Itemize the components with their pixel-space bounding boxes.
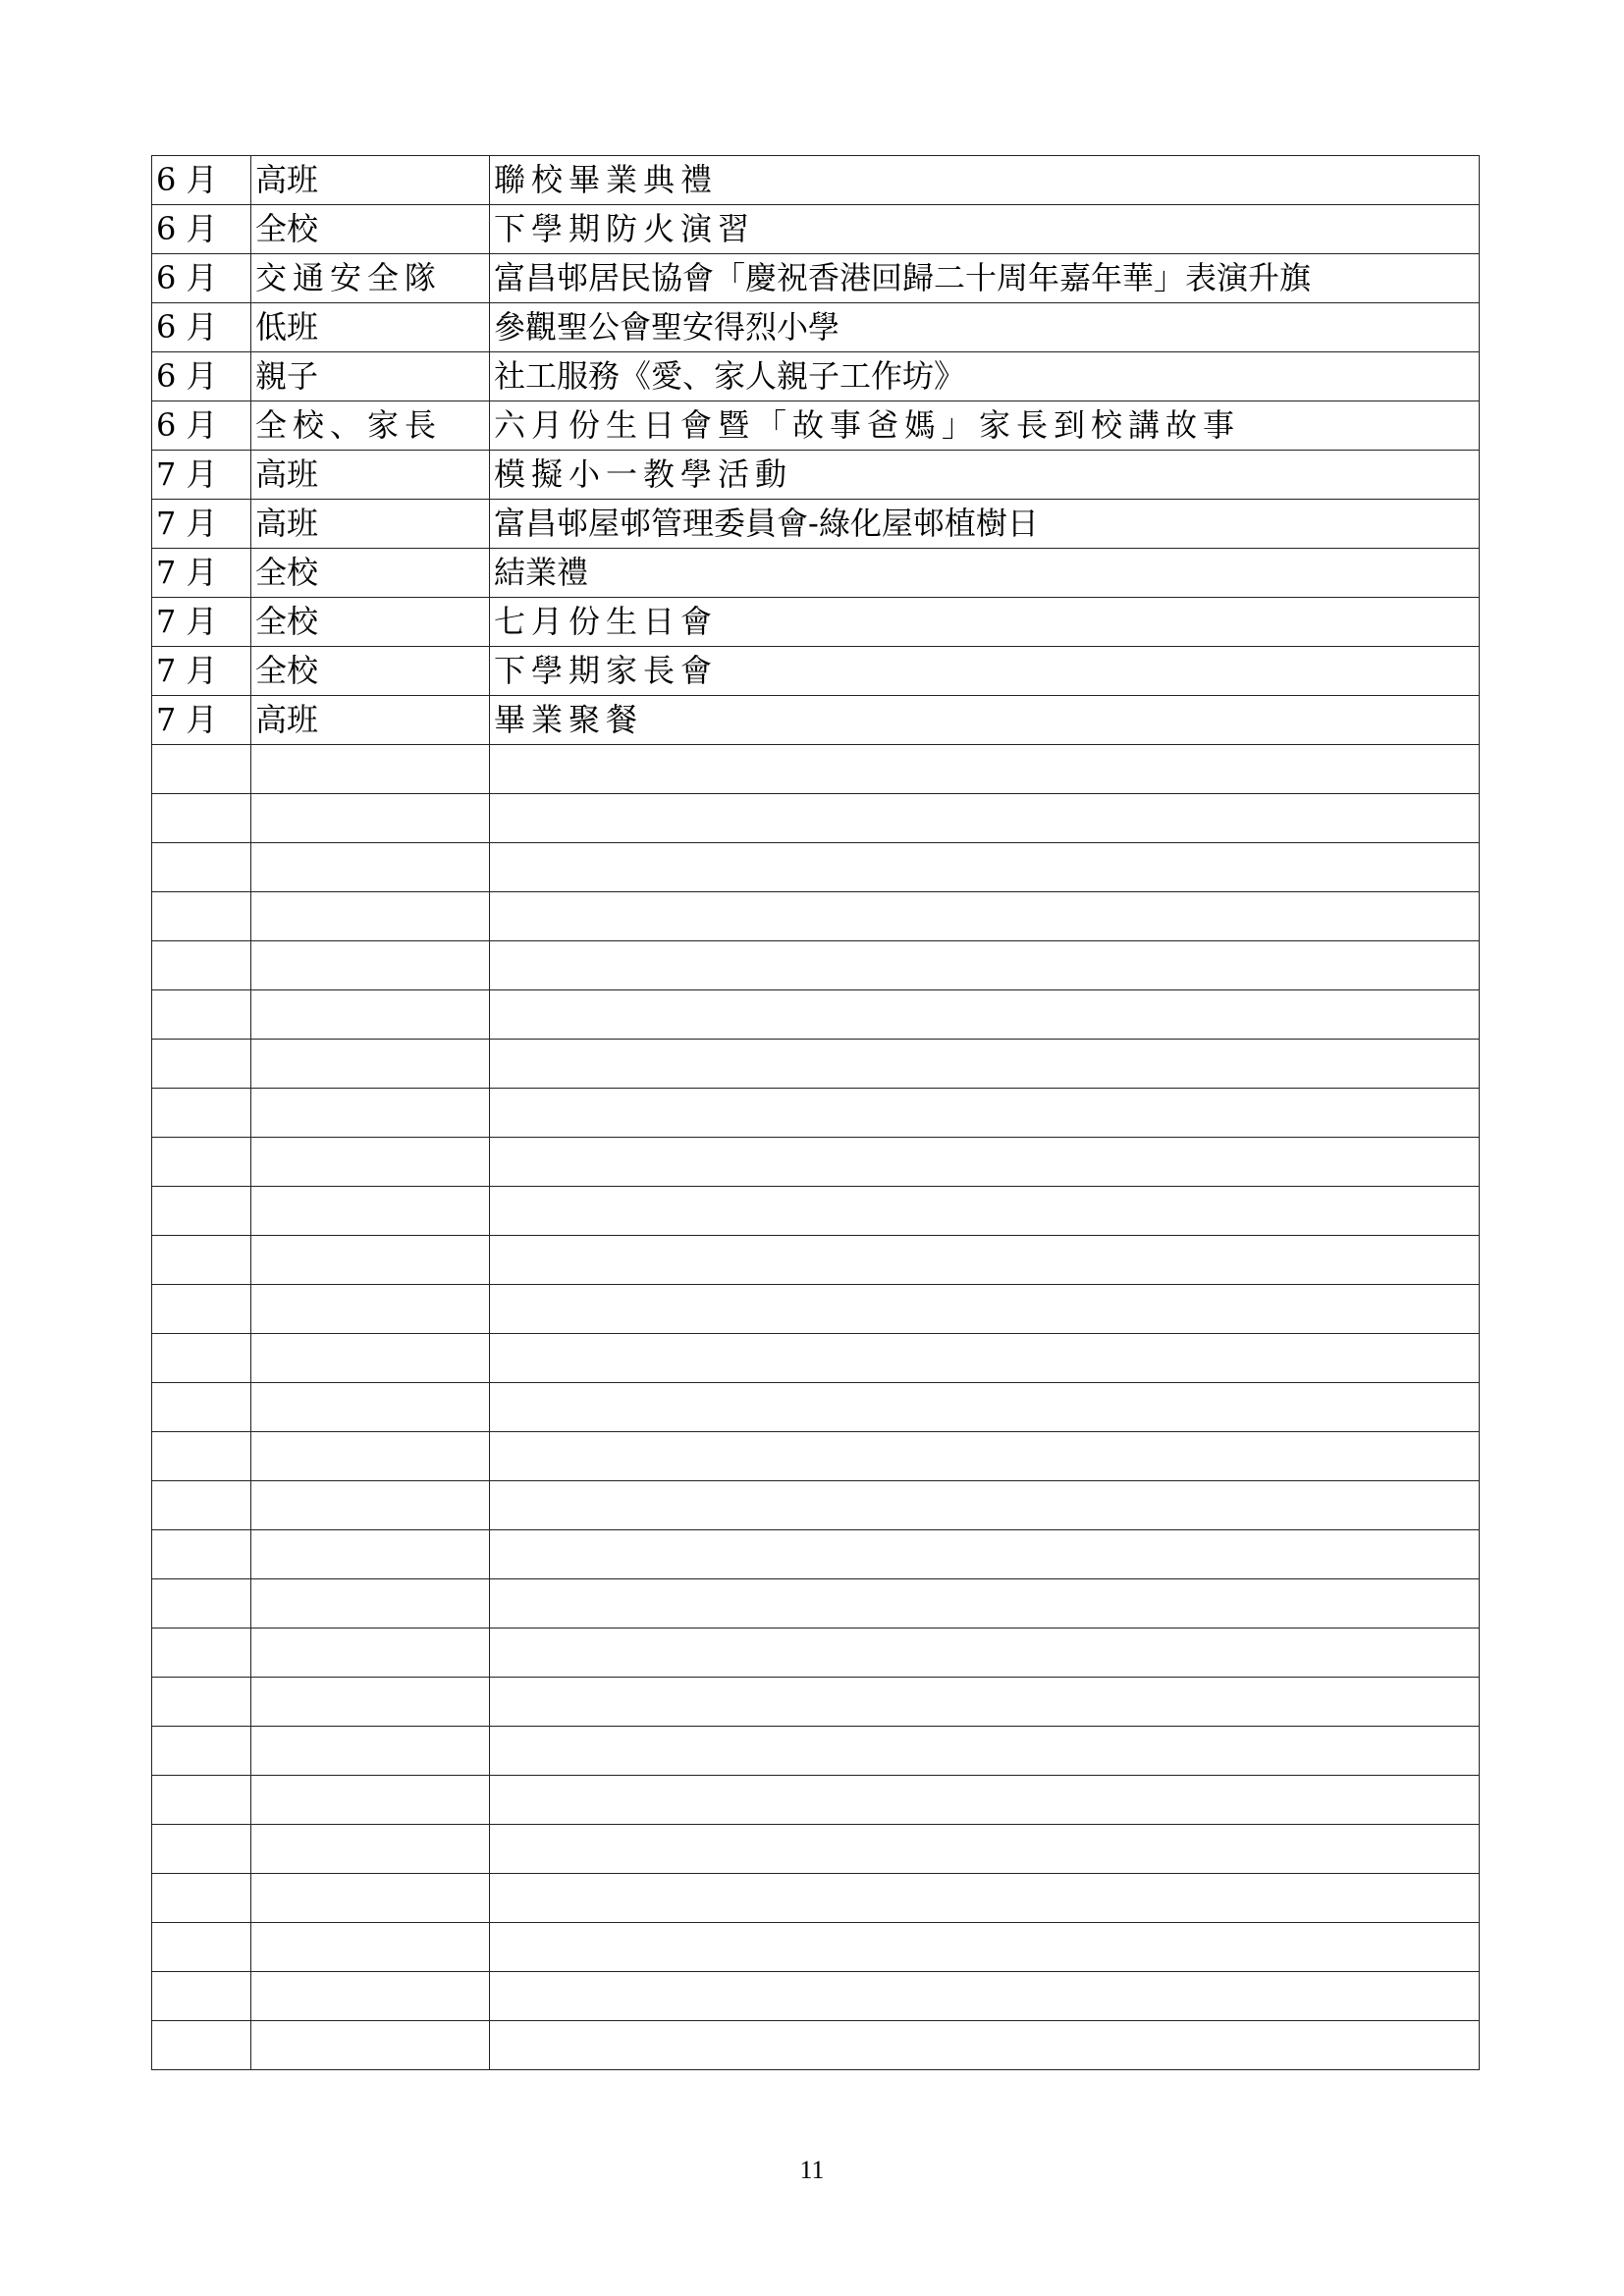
month-cell: 6 月 <box>152 401 251 451</box>
month-cell <box>152 2021 251 2070</box>
month-cell <box>152 1236 251 1285</box>
month-cell <box>152 794 251 843</box>
month-cell <box>152 1727 251 1776</box>
group-cell: 全校 <box>251 205 490 254</box>
event-cell <box>490 745 1480 794</box>
page-number: 11 <box>799 2156 825 2184</box>
group-cell: 高班 <box>251 696 490 745</box>
month-cell: 6 月 <box>152 205 251 254</box>
month-cell <box>152 892 251 941</box>
empty-table-row <box>152 794 1480 843</box>
empty-table-row <box>152 1629 1480 1678</box>
event-cell <box>490 1727 1480 1776</box>
event-cell <box>490 990 1480 1040</box>
event-cell <box>490 1040 1480 1089</box>
empty-table-row <box>152 1972 1480 2021</box>
event-cell: 六月份生日會暨「故事爸媽」家長到校講故事 <box>490 401 1480 451</box>
empty-table-row <box>152 1530 1480 1579</box>
event-cell: 下學期防火演習 <box>490 205 1480 254</box>
empty-table-row <box>152 745 1480 794</box>
group-cell <box>251 1481 490 1530</box>
event-cell <box>490 1481 1480 1530</box>
table-row <box>152 352 1480 401</box>
group-cell <box>251 1236 490 1285</box>
month-cell <box>152 1383 251 1432</box>
group-cell: 高班 <box>251 500 490 549</box>
empty-table-row <box>152 1285 1480 1334</box>
month-cell <box>152 843 251 892</box>
group-cell <box>251 1776 490 1825</box>
group-cell <box>251 1825 490 1874</box>
event-cell <box>490 941 1480 990</box>
group-cell: 親子 <box>251 352 490 401</box>
event-cell <box>490 1285 1480 1334</box>
event-cell <box>490 2021 1480 2070</box>
empty-table-row <box>152 1334 1480 1383</box>
event-cell <box>490 1432 1480 1481</box>
event-cell: 畢業聚餐 <box>490 696 1480 745</box>
group-cell <box>251 892 490 941</box>
group-cell <box>251 1040 490 1089</box>
event-cell <box>490 1776 1480 1825</box>
month-cell <box>152 1138 251 1187</box>
event-cell <box>490 794 1480 843</box>
event-cell <box>490 1579 1480 1629</box>
event-cell <box>490 1187 1480 1236</box>
month-cell <box>152 1040 251 1089</box>
event-cell <box>490 1383 1480 1432</box>
group-cell <box>251 1285 490 1334</box>
month-cell <box>152 1481 251 1530</box>
event-cell <box>490 1530 1480 1579</box>
group-cell: 高班 <box>251 156 490 205</box>
month-cell: 6 月 <box>152 156 251 205</box>
month-cell <box>152 1972 251 2021</box>
event-cell <box>490 843 1480 892</box>
group-cell: 高班 <box>251 451 490 500</box>
month-cell: 7 月 <box>152 451 251 500</box>
empty-table-row <box>152 1187 1480 1236</box>
group-cell <box>251 1923 490 1972</box>
event-cell: 七月份生日會 <box>490 598 1480 647</box>
month-cell: 7 月 <box>152 598 251 647</box>
group-cell: 全校 <box>251 598 490 647</box>
group-cell <box>251 1972 490 2021</box>
event-cell: 模擬小一教學活動 <box>490 451 1480 500</box>
group-cell <box>251 941 490 990</box>
table-row <box>152 647 1480 696</box>
event-cell: 社工服務《愛、家人親子工作坊》 <box>490 352 1480 401</box>
table-row <box>152 254 1480 303</box>
group-cell <box>251 1187 490 1236</box>
month-cell <box>152 1874 251 1923</box>
month-cell <box>152 745 251 794</box>
month-cell <box>152 1432 251 1481</box>
group-cell <box>251 745 490 794</box>
month-cell: 7 月 <box>152 500 251 549</box>
event-cell <box>490 1874 1480 1923</box>
month-cell: 6 月 <box>152 352 251 401</box>
event-cell: 富昌邨屋邨管理委員會-綠化屋邨植樹日 <box>490 500 1480 549</box>
empty-table-row <box>152 1727 1480 1776</box>
group-cell <box>251 1874 490 1923</box>
empty-table-row <box>152 1678 1480 1727</box>
event-cell <box>490 1825 1480 1874</box>
group-cell <box>251 1530 490 1579</box>
event-cell <box>490 1923 1480 1972</box>
empty-table-row <box>152 2021 1480 2070</box>
table-row <box>152 500 1480 549</box>
event-cell <box>490 1089 1480 1138</box>
group-cell <box>251 794 490 843</box>
event-cell <box>490 1678 1480 1727</box>
event-cell <box>490 1629 1480 1678</box>
group-cell: 低班 <box>251 303 490 352</box>
table-row <box>152 451 1480 500</box>
group-cell <box>251 1089 490 1138</box>
empty-table-row <box>152 1579 1480 1629</box>
group-cell <box>251 1334 490 1383</box>
activity-schedule-table <box>151 155 1480 2070</box>
event-cell: 參觀聖公會聖安得烈小學 <box>490 303 1480 352</box>
event-cell <box>490 1972 1480 2021</box>
table-row <box>152 156 1480 205</box>
table-row <box>152 696 1480 745</box>
event-cell <box>490 1138 1480 1187</box>
month-cell <box>152 1579 251 1629</box>
empty-table-row <box>152 1138 1480 1187</box>
month-cell <box>152 1285 251 1334</box>
table-row <box>152 303 1480 352</box>
group-cell <box>251 1383 490 1432</box>
group-cell <box>251 2021 490 2070</box>
month-cell <box>152 1334 251 1383</box>
group-cell: 全校 <box>251 549 490 598</box>
event-cell: 聯校畢業典禮 <box>490 156 1480 205</box>
month-cell <box>152 941 251 990</box>
empty-table-row <box>152 843 1480 892</box>
event-cell <box>490 1236 1480 1285</box>
empty-table-row <box>152 941 1480 990</box>
event-cell: 結業禮 <box>490 549 1480 598</box>
month-cell <box>152 1089 251 1138</box>
month-cell <box>152 1776 251 1825</box>
empty-table-row <box>152 1923 1480 1972</box>
group-cell: 全校、家長 <box>251 401 490 451</box>
month-cell: 6 月 <box>152 254 251 303</box>
month-cell <box>152 1187 251 1236</box>
empty-table-row <box>152 1040 1480 1089</box>
month-cell <box>152 1629 251 1678</box>
month-cell: 7 月 <box>152 696 251 745</box>
event-cell <box>490 1334 1480 1383</box>
month-cell <box>152 1530 251 1579</box>
empty-table-row <box>152 1432 1480 1481</box>
group-cell <box>251 1432 490 1481</box>
table-row <box>152 549 1480 598</box>
empty-table-row <box>152 990 1480 1040</box>
group-cell <box>251 1727 490 1776</box>
group-cell <box>251 1138 490 1187</box>
group-cell <box>251 1678 490 1727</box>
table-row <box>152 401 1480 451</box>
empty-table-row <box>152 1874 1480 1923</box>
empty-table-row <box>152 1825 1480 1874</box>
event-cell: 下學期家長會 <box>490 647 1480 696</box>
month-cell: 6 月 <box>152 303 251 352</box>
empty-table-row <box>152 1383 1480 1432</box>
empty-table-row <box>152 1236 1480 1285</box>
empty-table-row <box>152 1089 1480 1138</box>
month-cell: 7 月 <box>152 647 251 696</box>
schedule-body <box>152 156 1480 2070</box>
event-cell: 富昌邨居民協會「慶祝香港回歸二十周年嘉年華」表演升旗 <box>490 254 1480 303</box>
month-cell <box>152 1825 251 1874</box>
month-cell <box>152 990 251 1040</box>
event-cell <box>490 892 1480 941</box>
group-cell: 交通安全隊 <box>251 254 490 303</box>
empty-table-row <box>152 892 1480 941</box>
month-cell: 7 月 <box>152 549 251 598</box>
table-row <box>152 205 1480 254</box>
group-cell <box>251 1579 490 1629</box>
month-cell <box>152 1678 251 1727</box>
empty-table-row <box>152 1481 1480 1530</box>
group-cell <box>251 990 490 1040</box>
group-cell: 全校 <box>251 647 490 696</box>
group-cell <box>251 1629 490 1678</box>
table-row <box>152 598 1480 647</box>
empty-table-row <box>152 1776 1480 1825</box>
group-cell <box>251 843 490 892</box>
month-cell <box>152 1923 251 1972</box>
